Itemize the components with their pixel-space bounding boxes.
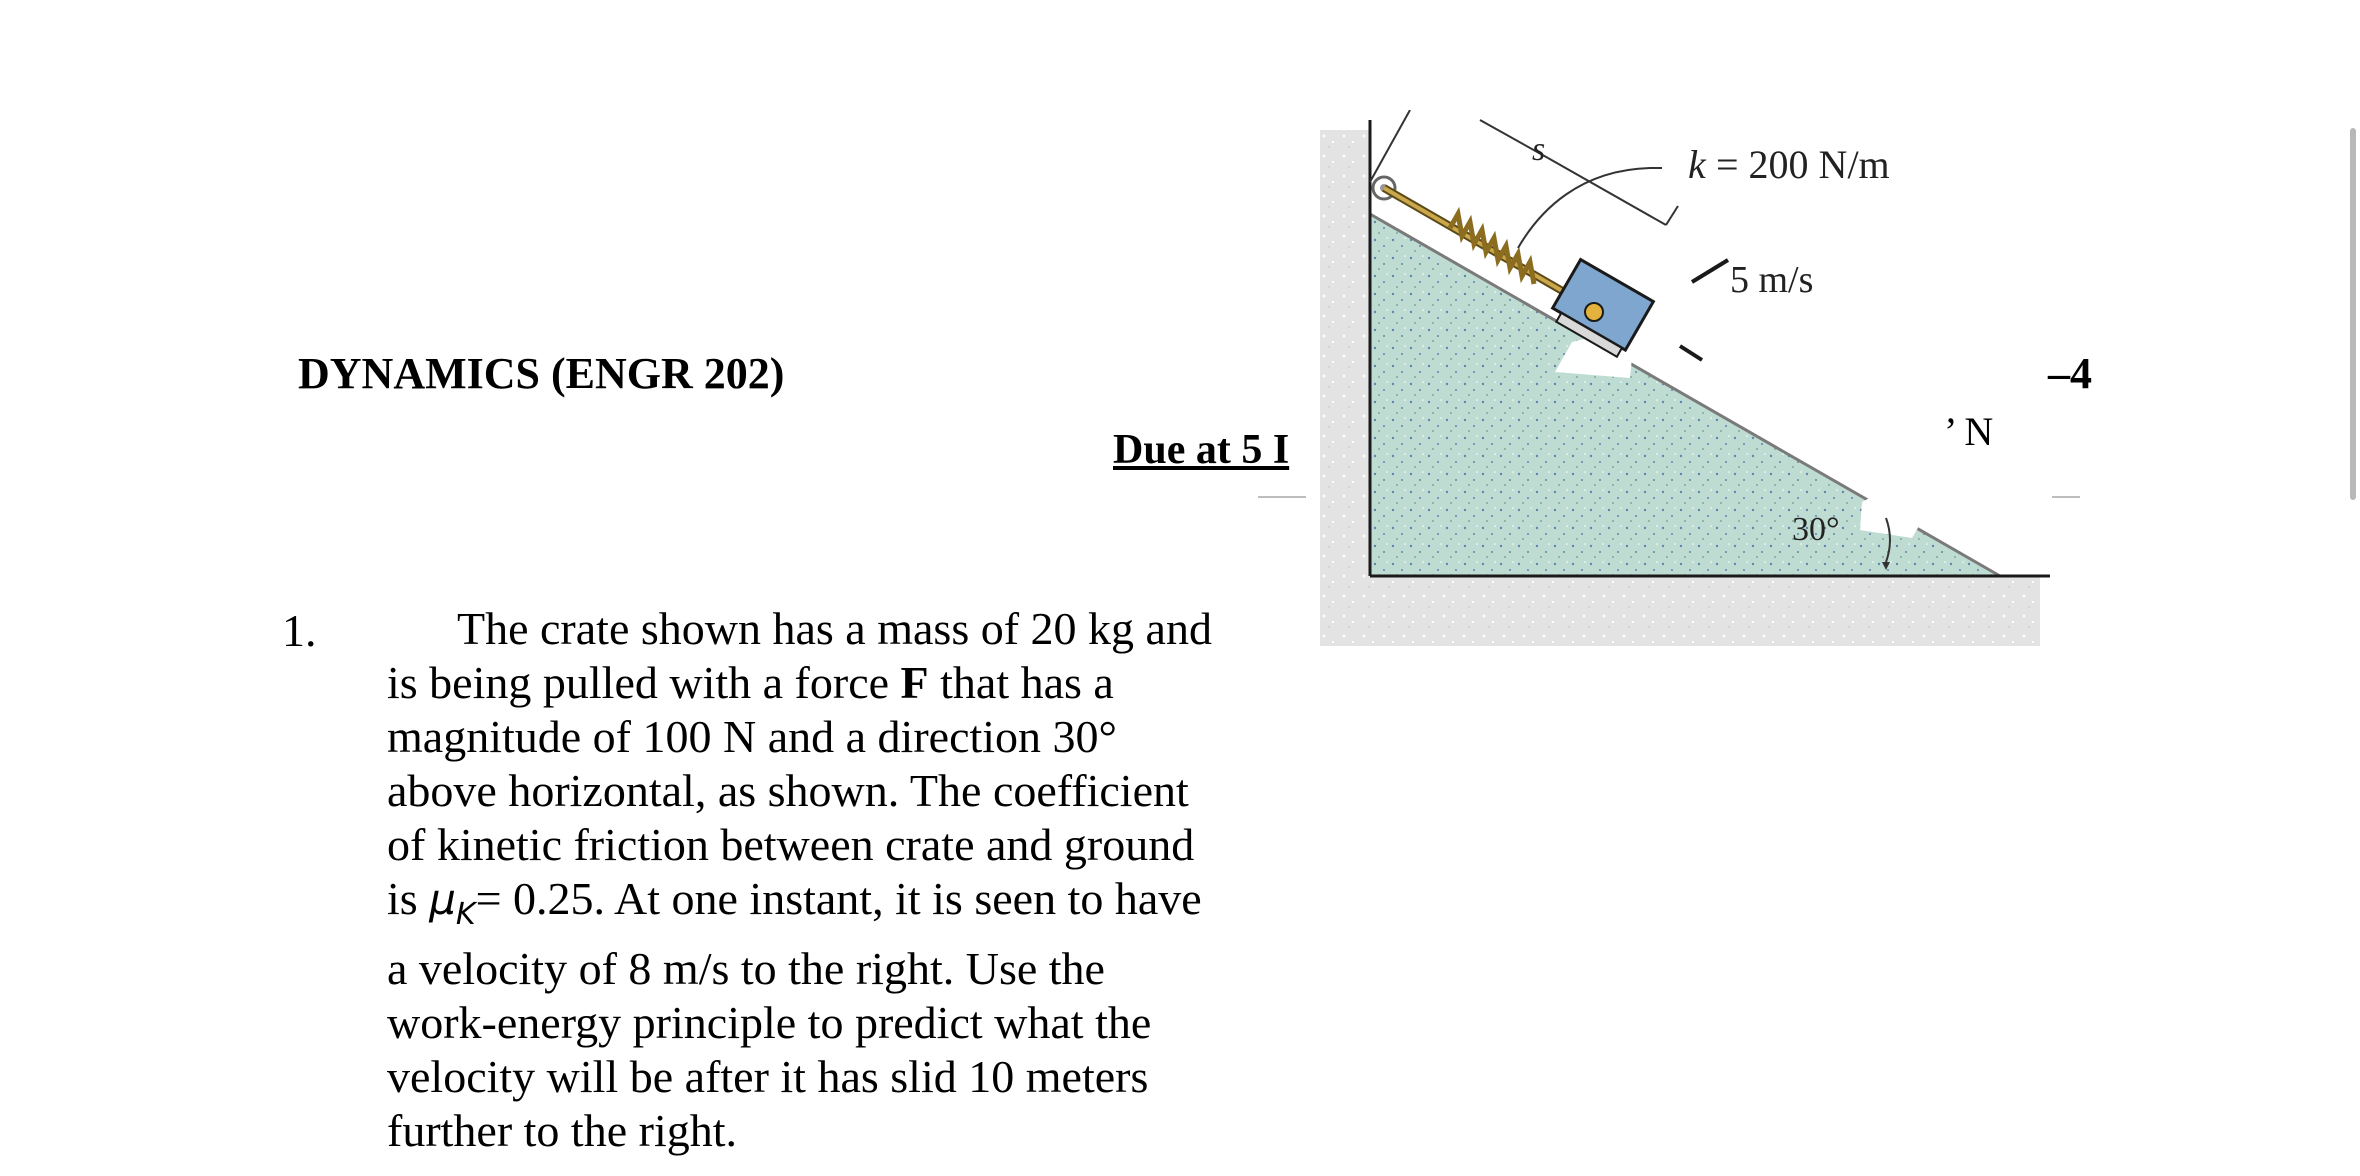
velocity-arrow-2 <box>1680 346 1702 360</box>
problem-line: further to the right. <box>387 1105 738 1157</box>
header-partial-text: –4 <box>2048 349 2092 398</box>
due-date-heading: Due at 5 I <box>1113 427 1290 473</box>
problem-line: magnitude of 100 N and a direction 30° <box>387 711 1117 762</box>
figure-partial-label: ’ N <box>1944 409 1994 454</box>
problem-number: 1. <box>282 605 317 656</box>
k-leader-line <box>1518 168 1650 248</box>
problem-line <box>387 872 1247 942</box>
header-rule-left <box>1258 496 1306 498</box>
cutout-region-2 <box>1860 482 1940 538</box>
label-speed: 5 m/s <box>1730 259 1814 301</box>
incline-spring-figure <box>1300 110 2060 650</box>
figure-svg <box>1300 110 2060 650</box>
problem-line: a velocity of 8 m/s to the right. Use the <box>387 943 1105 995</box>
mu-subscript: K <box>455 897 476 933</box>
dimension-line-s-1 <box>1370 110 1410 182</box>
label-angle: 30° <box>1792 511 1840 548</box>
problem-line <box>387 656 1247 710</box>
force-symbol: F <box>900 657 929 708</box>
problem-line: above horizontal, as shown. The coefficient <box>387 765 1189 816</box>
problem-line: The crate shown has a mass of 20 kg and <box>457 603 1212 654</box>
vertical-scrollbar[interactable] <box>2350 128 2356 500</box>
problem-line-text: is <box>387 873 430 924</box>
crate-wheel <box>1585 303 1603 321</box>
problem-line: velocity will be after it has slid 10 meters <box>387 1051 1149 1103</box>
problem-line-text: is being pulled with a force <box>387 657 901 708</box>
mu-symbol: μ <box>429 875 456 924</box>
problem-statement <box>387 602 1247 1158</box>
velocity-arrow <box>1692 260 1728 282</box>
label-k-value: = 200 N/m <box>1716 142 1890 187</box>
label-k: k <box>1688 142 1706 187</box>
problem-line-text: = 0.25. At one instant, it is seen to have <box>475 873 1202 924</box>
dimension-tick <box>1666 206 1678 225</box>
problem-line: of kinetic friction between crate and ground <box>387 819 1195 870</box>
problem-line-text: that has a <box>928 657 1114 708</box>
course-title: DYNAMICS (ENGR 202) <box>298 349 785 398</box>
problem-line: work-energy principle to predict what the <box>387 997 1152 1049</box>
label-s: s <box>1532 131 1546 168</box>
